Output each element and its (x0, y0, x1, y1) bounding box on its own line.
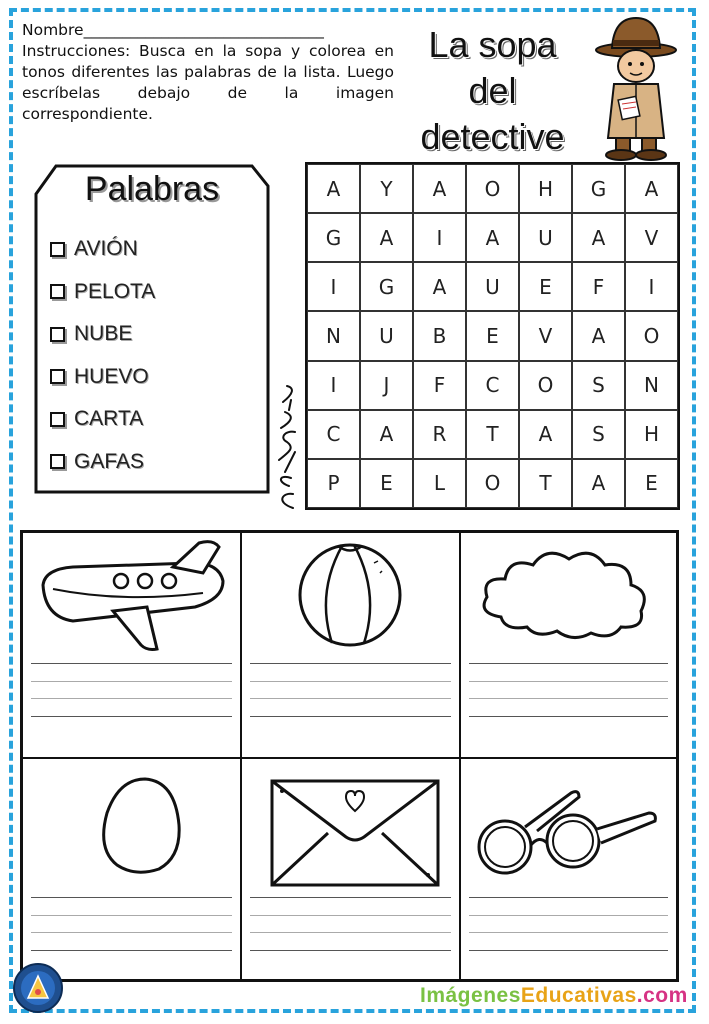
brand-part: Imágenes (420, 984, 521, 1007)
grid-cell[interactable]: I (307, 262, 360, 311)
grid-cell[interactable]: B (413, 311, 466, 360)
grid-cell[interactable]: G (360, 262, 413, 311)
title-line: detective (420, 116, 565, 157)
grid-cell[interactable]: S (572, 361, 625, 410)
detective-icon (592, 10, 678, 162)
grid-cell[interactable]: P (307, 459, 360, 508)
glasses-icon (461, 759, 680, 985)
word-item (50, 271, 155, 314)
checkbox-icon[interactable] (50, 327, 65, 342)
grid-cell[interactable]: A (360, 213, 413, 262)
brand-part: .com (636, 984, 688, 1007)
name-line (22, 20, 394, 41)
picture-cell-egg (22, 758, 241, 980)
picture-cell-envelope (241, 758, 460, 980)
grid-cell[interactable]: G (307, 213, 360, 262)
word-list-panel (34, 164, 270, 494)
grid-cell[interactable]: S (572, 410, 625, 459)
grid-cell[interactable]: A (625, 164, 678, 213)
grid-cell[interactable]: U (466, 262, 519, 311)
ball-icon (242, 533, 461, 759)
envelope-icon (242, 759, 461, 985)
grid-cell[interactable]: G (572, 164, 625, 213)
grid-cell[interactable]: A (413, 262, 466, 311)
grid-cell[interactable]: A (466, 213, 519, 262)
word-list (50, 228, 155, 483)
grid-cell[interactable]: A (307, 164, 360, 213)
word-search-grid (305, 162, 680, 510)
grid-cell[interactable]: A (413, 164, 466, 213)
grid-cell[interactable]: A (572, 311, 625, 360)
writing-line (250, 681, 451, 682)
grid-cell[interactable]: A (360, 410, 413, 459)
grid-cell[interactable]: U (360, 311, 413, 360)
writing-line (31, 663, 232, 664)
airplane-icon (23, 533, 242, 759)
grid-cell[interactable]: L (413, 459, 466, 508)
grid-cell[interactable]: H (519, 164, 572, 213)
word-item (50, 313, 155, 356)
grid-cell[interactable]: O (625, 311, 678, 360)
word-item (50, 441, 155, 484)
grid-cell[interactable]: T (466, 410, 519, 459)
brand-part: Educativas (520, 984, 637, 1007)
writing-line (250, 716, 451, 717)
writing-line (250, 897, 451, 898)
name-blank: _______________________________ (83, 21, 324, 39)
writing-line (469, 698, 668, 699)
grid-cell[interactable]: I (625, 262, 678, 311)
writing-line (469, 932, 668, 933)
writing-line (469, 915, 668, 916)
picture-grid (20, 530, 679, 982)
name-label: Nombre (22, 21, 84, 39)
picture-cell-ball (241, 532, 460, 758)
checkbox-icon[interactable] (50, 369, 65, 384)
word-label: CARTA (74, 407, 144, 431)
checkbox-icon[interactable] (50, 454, 65, 469)
grid-cell[interactable]: V (625, 213, 678, 262)
publisher-logo-icon (12, 962, 64, 1014)
grid-cell[interactable]: F (413, 361, 466, 410)
grid-cell[interactable]: E (466, 311, 519, 360)
grid-cell[interactable]: E (519, 262, 572, 311)
word-label: AVIÓN (74, 237, 138, 261)
writing-line (31, 915, 232, 916)
checkbox-icon[interactable] (50, 412, 65, 427)
grid-cell[interactable]: I (413, 213, 466, 262)
grid-cell[interactable]: C (466, 361, 519, 410)
grid-cell[interactable]: I (307, 361, 360, 410)
grid-cell[interactable]: T (519, 459, 572, 508)
checkbox-icon[interactable] (50, 284, 65, 299)
title-line: La sopa (428, 24, 557, 65)
grid-cell[interactable]: F (572, 262, 625, 311)
publisher-brand (420, 984, 688, 1008)
writing-line (469, 663, 668, 664)
grid-cell[interactable]: E (360, 459, 413, 508)
writing-line (469, 681, 668, 682)
grid-cell[interactable]: N (307, 311, 360, 360)
instructions-block (22, 20, 394, 125)
grid-cell[interactable]: V (519, 311, 572, 360)
grid-cell[interactable]: J (360, 361, 413, 410)
grid-cell[interactable]: E (625, 459, 678, 508)
word-list-title: Palabras (84, 170, 220, 208)
grid-cell[interactable]: A (519, 410, 572, 459)
grid-cell[interactable]: R (413, 410, 466, 459)
title-line: del (468, 70, 517, 111)
checkbox-icon[interactable] (50, 242, 65, 257)
author-signature (265, 382, 305, 512)
grid-cell[interactable]: O (466, 459, 519, 508)
writing-line (250, 950, 451, 951)
writing-line (250, 932, 451, 933)
writing-line (469, 716, 668, 717)
grid-cell[interactable]: O (466, 164, 519, 213)
grid-cell[interactable]: N (625, 361, 678, 410)
cloud-icon (461, 533, 680, 759)
instructions-text: Instrucciones: Busca en la sopa y colorea en tonos diferentes las palabras de la lista. Luego escríbelas debajo de la imagen correspondiente. (22, 42, 394, 123)
word-item (50, 228, 155, 271)
grid-cell[interactable]: A (572, 213, 625, 262)
writing-line (31, 681, 232, 682)
word-item (50, 356, 155, 399)
grid-cell[interactable]: U (519, 213, 572, 262)
writing-line (31, 897, 232, 898)
writing-line (469, 897, 668, 898)
word-label: PELOTA (74, 279, 156, 303)
grid-cell[interactable]: Y (360, 164, 413, 213)
writing-line (31, 698, 232, 699)
egg-icon (23, 759, 242, 985)
picture-cell-cloud (460, 532, 677, 758)
writing-line (31, 932, 232, 933)
grid-cell[interactable]: A (572, 459, 625, 508)
grid-cell[interactable]: H (625, 410, 678, 459)
writing-line (469, 950, 668, 951)
picture-cell-airplane (22, 532, 241, 758)
page-title (400, 22, 585, 160)
word-label: NUBE (74, 322, 133, 346)
word-item (50, 398, 155, 441)
grid-cell[interactable]: C (307, 410, 360, 459)
picture-cell-glasses (460, 758, 677, 980)
writing-line (31, 716, 232, 717)
word-label: GAFAS (74, 449, 145, 473)
writing-line (250, 663, 451, 664)
grid-cell[interactable]: O (519, 361, 572, 410)
writing-line (250, 698, 451, 699)
writing-line (250, 915, 451, 916)
writing-line (31, 950, 232, 951)
word-label: HUEVO (74, 364, 149, 388)
